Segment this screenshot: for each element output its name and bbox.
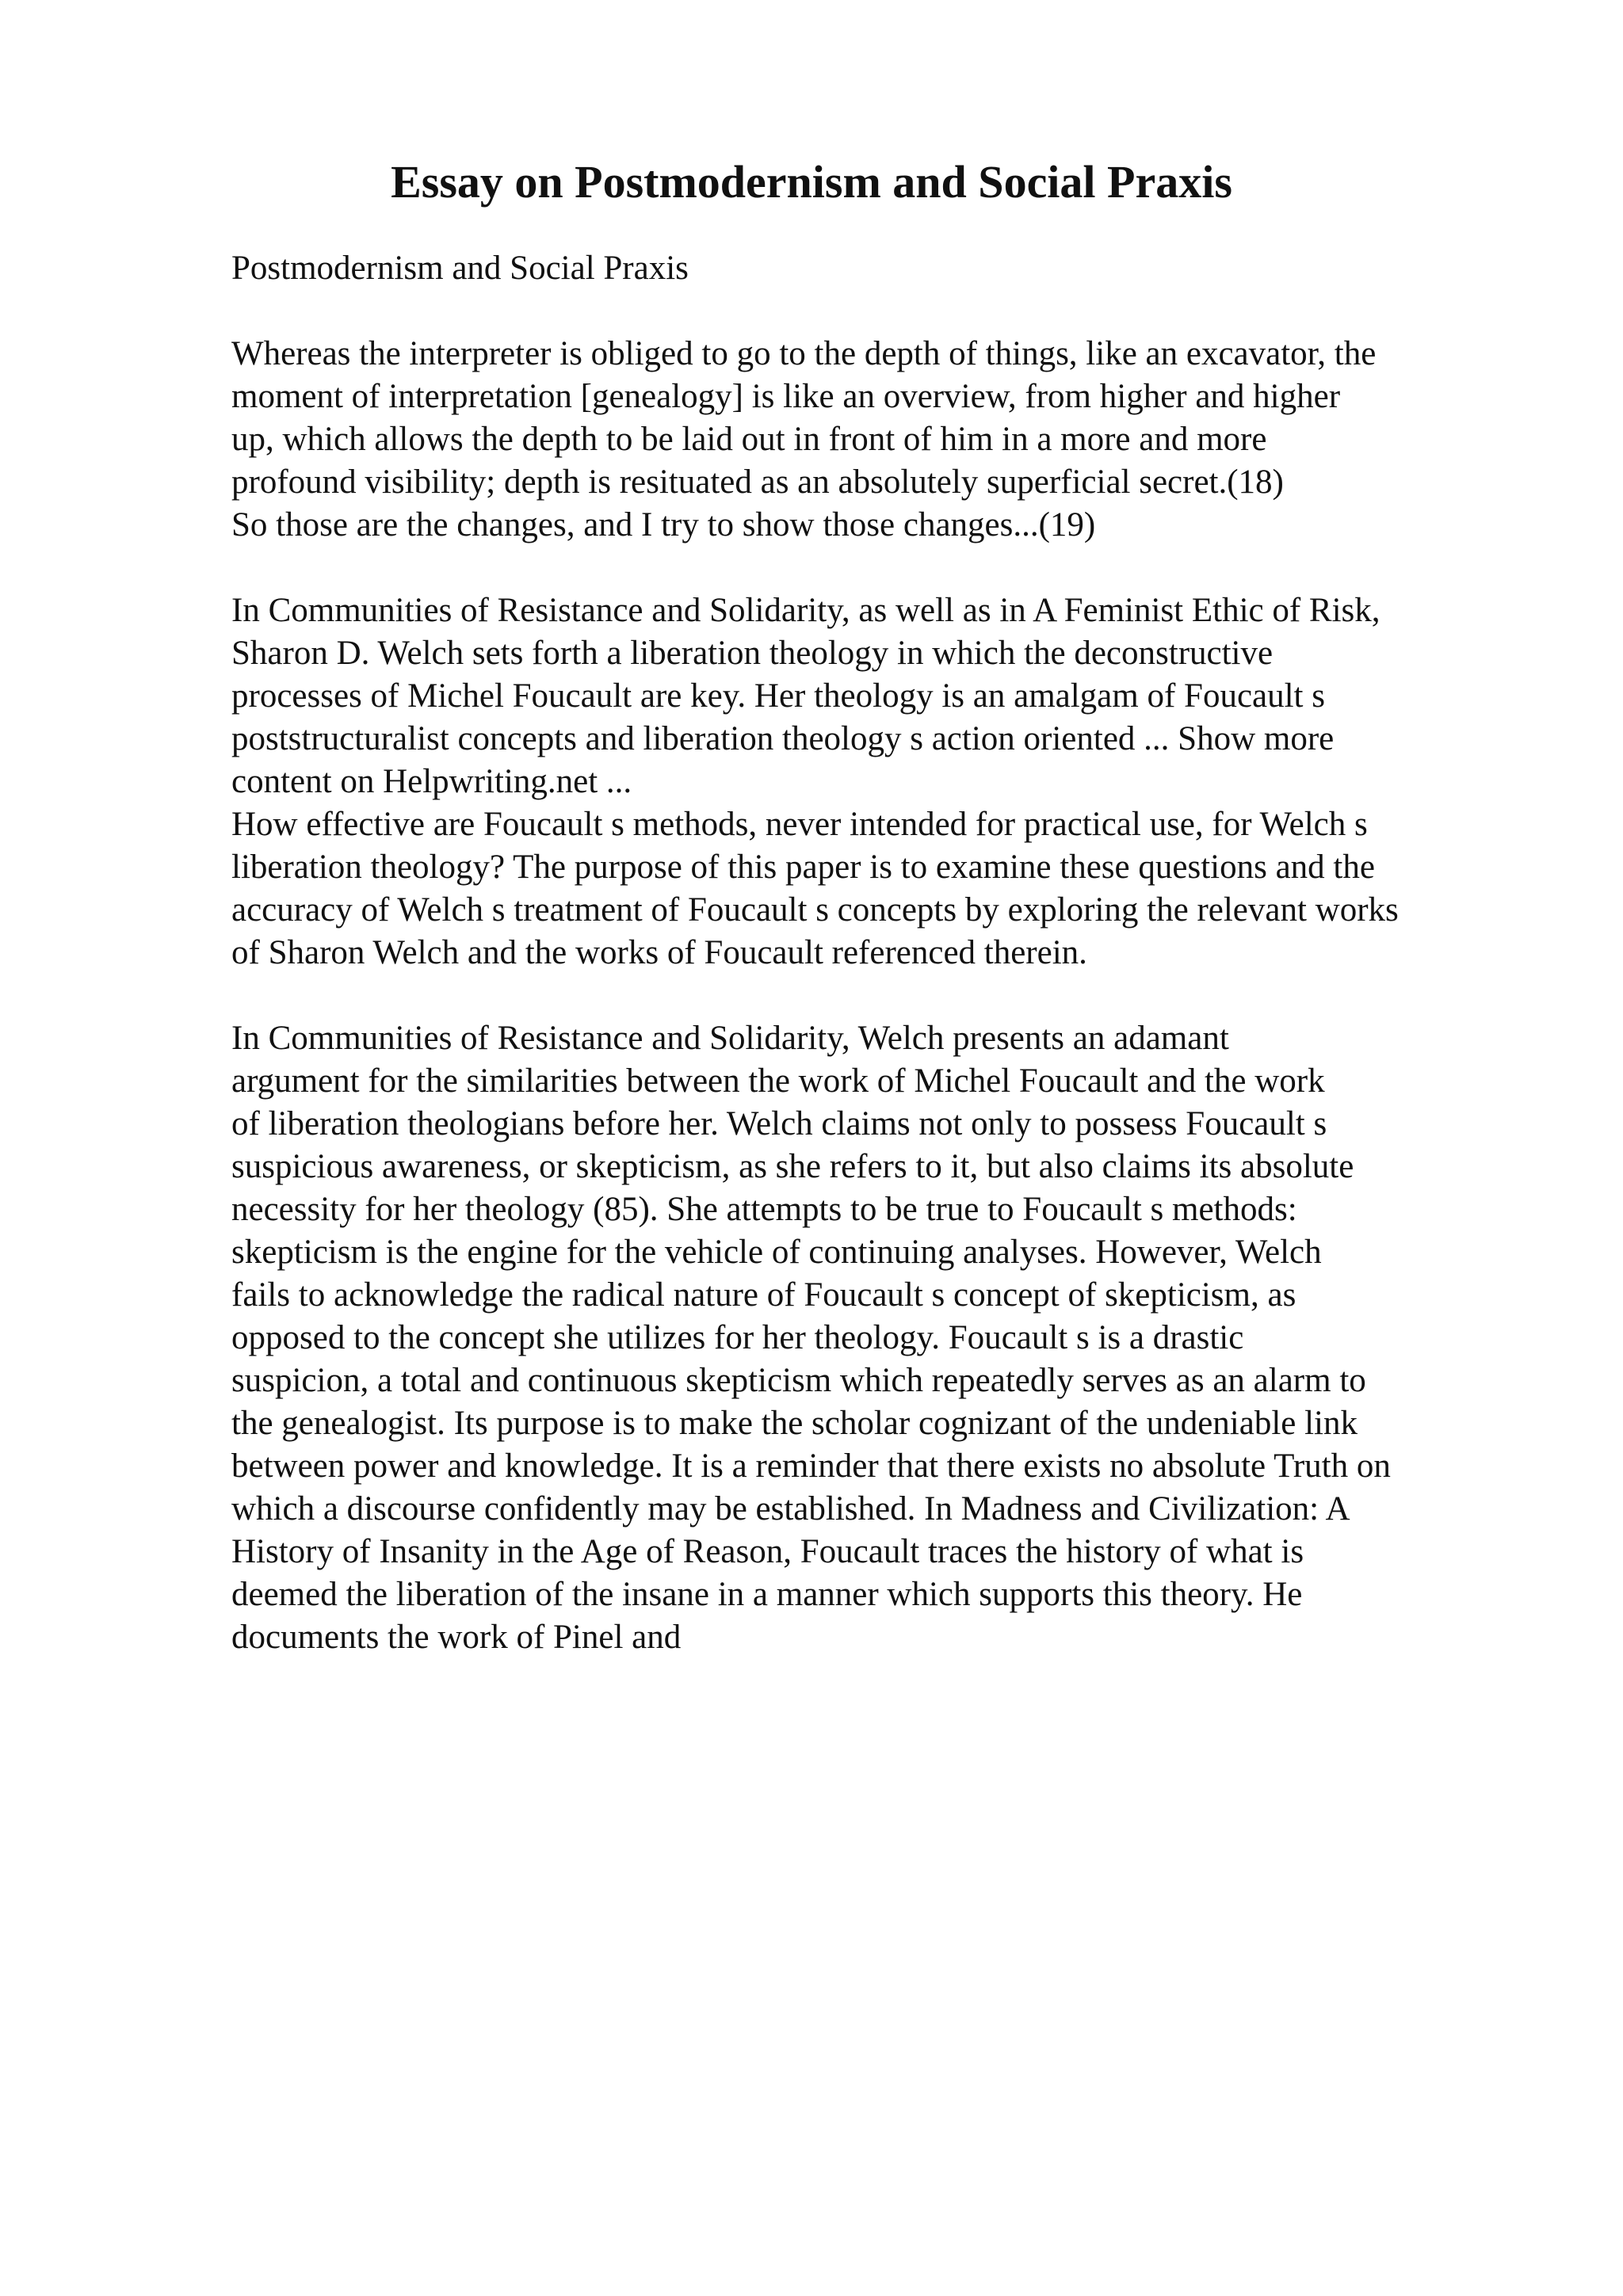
document-subtitle: Postmodernism and Social Praxis (231, 250, 689, 287)
text-line: content on Helpwriting.net ... (231, 763, 632, 800)
text-line: fails to acknowledge the radical nature of Foucault s concept of skepticism, as (231, 1276, 1296, 1314)
text-line: of liberation theologians before her. Welch claims not only to possess Foucault s (231, 1105, 1327, 1142)
text-line: poststructuralist concepts and liberation theology s action oriented ... Show more (231, 720, 1335, 757)
paragraph-spacer (231, 290, 1531, 333)
text-line: In Communities of Resistance and Solidarity, Welch presents an adamant (231, 1020, 1229, 1057)
text-line: accuracy of Welch s treatment of Foucault s concepts by exploring the relevant works (231, 891, 1399, 929)
paragraph-2 (231, 589, 1531, 974)
paragraph-1 (231, 333, 1531, 547)
text-line: How effective are Foucault s methods, never intended for practical use, for Welch s (231, 806, 1368, 843)
text-line: necessity for her theology (85). She attempts to be true to Foucault s methods: (231, 1191, 1297, 1228)
text-line: argument for the similarities between the work of Michel Foucault and the work (231, 1062, 1325, 1100)
text-line: opposed to the concept she utilizes for her theology. Foucault s is a drastic (231, 1319, 1244, 1356)
paragraph-spacer (231, 547, 1531, 589)
text-line: documents the work of Pinel and (231, 1619, 682, 1656)
text-line: which a discourse confidently may be established. In Madness and Civilization: A (231, 1490, 1350, 1527)
text-line: In Communities of Resistance and Solidarity, as well as in A Feminist Ethic of Risk, (231, 592, 1381, 629)
text-line: profound visibility; depth is resituated as an absolutely superficial secret.(18) (231, 463, 1284, 501)
text-line: up, which allows the depth to be laid out in front of him in a more and more (231, 421, 1267, 458)
document-body (231, 247, 1531, 1659)
text-line: moment of interpretation [genealogy] is like an overview, from higher and higher (231, 378, 1341, 415)
text-line: suspicious awareness, or skepticism, as she refers to it, but also claims its absolute (231, 1148, 1354, 1185)
text-line: Sharon D. Welch sets forth a liberation theology in which the deconstructive (231, 635, 1274, 672)
text-line: Whereas the interpreter is obliged to go to the depth of things, like an excavator, the (231, 335, 1377, 372)
document-title: Essay on Postmodernism and Social Praxis (391, 156, 1232, 208)
text-line: skepticism is the engine for the vehicle of continuing analyses. However, Welch (231, 1234, 1322, 1271)
text-line: the genealogist. Its purpose is to make the scholar cognizant of the undeniable link (231, 1405, 1358, 1442)
text-line: processes of Michel Foucault are key. Her theology is an amalgam of Foucault s (231, 677, 1325, 715)
text-line: deemed the liberation of the insane in a manner which supports this theory. He (231, 1576, 1303, 1613)
text-line: liberation theology? The purpose of this paper is to examine these questions and the (231, 849, 1375, 886)
text-line: History of Insanity in the Age of Reason, Foucault traces the history of what is (231, 1533, 1304, 1570)
paragraph-3 (231, 1017, 1531, 1659)
paragraph-spacer (231, 974, 1531, 1017)
text-line: So those are the changes, and I try to show those changes...(19) (231, 506, 1096, 543)
text-line: between power and knowledge. It is a reminder that there exists no absolute Truth on (231, 1447, 1391, 1485)
text-line: suspicion, a total and continuous skepticism which repeatedly serves as an alarm to (231, 1362, 1366, 1399)
text-line: of Sharon Welch and the works of Foucault referenced therein. (231, 934, 1087, 971)
